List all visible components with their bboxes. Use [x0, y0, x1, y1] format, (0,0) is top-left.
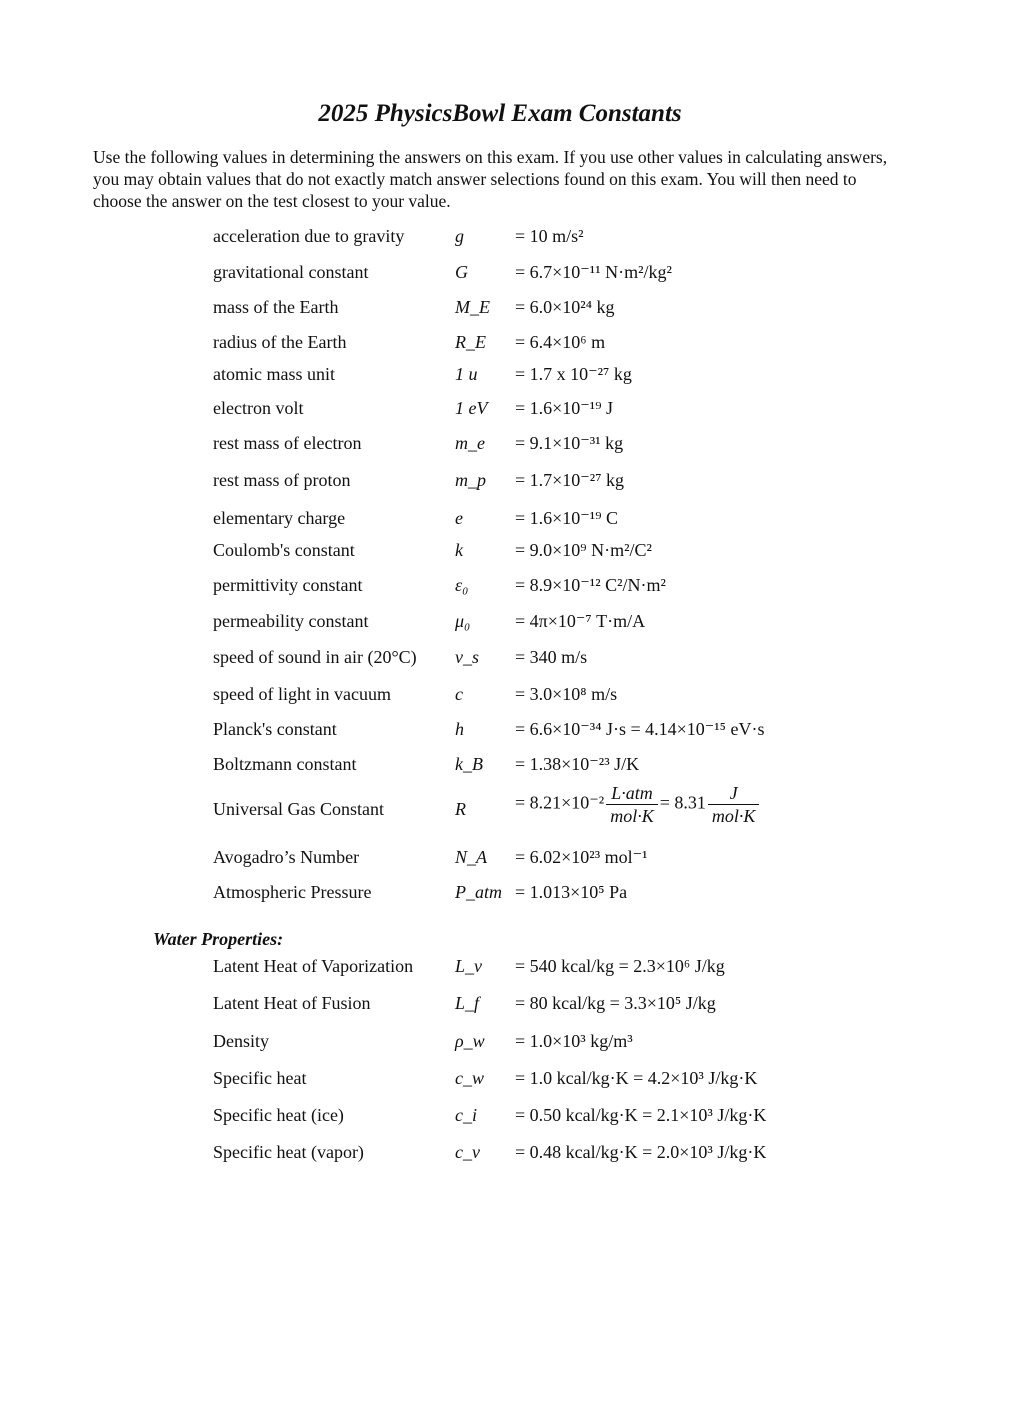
property-value: = 0.48 kcal/kg·K = 2.0×10³ J/kg·K: [515, 1142, 767, 1162]
fraction-numerator: J: [708, 782, 760, 805]
constant-symbol: R: [455, 799, 466, 819]
constant-symbol: G: [455, 262, 468, 282]
constant-value: = 9.0×10⁹ N·m²/C²: [515, 540, 652, 560]
constant-value: = 1.38×10⁻²³ J/K: [515, 754, 640, 774]
constant-name: permeability constant: [213, 611, 369, 631]
property-name: Specific heat (ice): [213, 1105, 344, 1125]
constant-name: mass of the Earth: [213, 297, 339, 317]
property-name: Specific heat: [213, 1068, 307, 1088]
constant-symbol: k: [455, 540, 463, 560]
property-name: Density: [213, 1031, 269, 1051]
constant-symbol: 1 u: [455, 364, 478, 384]
intro-paragraph: Use the following values in determining the answers on this exam. If you use other values in calculating answers, you may obtain values that do not exactly match answer selections found on this exam. You will then need to choose the answer on the test closest to your value.: [93, 147, 888, 211]
fraction-denominator: mol·K: [711, 806, 756, 826]
property-value: = 0.50 kcal/kg·K = 2.1×10³ J/kg·K: [515, 1105, 767, 1125]
gas-value-2: = 8.31: [659, 792, 706, 813]
constant-name: speed of light in vacuum: [213, 684, 391, 704]
property-symbol: c_i: [455, 1105, 477, 1125]
constant-name: Coulomb's constant: [213, 540, 355, 560]
constant-symbol: k_B: [455, 754, 483, 774]
constant-value: = 9.1×10⁻³¹ kg: [515, 433, 624, 453]
constant-value: = 340 m/s: [515, 647, 588, 667]
constant-symbol: m_p: [455, 470, 486, 490]
constant-name: Boltzmann constant: [213, 754, 357, 774]
constant-symbol: v_s: [455, 647, 479, 667]
property-symbol: c_w: [455, 1068, 484, 1088]
property-name: Latent Heat of Fusion: [213, 993, 371, 1013]
property-symbol: L_v: [455, 956, 482, 976]
constant-value: = 1.7 x 10⁻²⁷ kg: [515, 364, 632, 384]
constant-symbol: μ₀: [455, 611, 471, 631]
constant-value: = 4π×10⁻⁷ T·m/A: [515, 611, 646, 631]
property-value: = 1.0 kcal/kg·K = 4.2×10³ J/kg·K: [515, 1068, 758, 1088]
constant-name: atomic mass unit: [213, 364, 335, 384]
property-symbol: ρ_w: [455, 1031, 485, 1051]
constant-name: Atmospheric Pressure: [213, 882, 372, 902]
constant-name: gravitational constant: [213, 262, 369, 282]
constant-symbol: N_A: [455, 847, 488, 867]
constant-value: = 1.7×10⁻²⁷ kg: [515, 470, 624, 490]
constant-value: = 1.6×10⁻¹⁹ C: [515, 508, 618, 528]
constant-name: Avogadro’s Number: [213, 847, 360, 867]
property-name: Latent Heat of Vaporization: [213, 956, 414, 976]
constant-name: rest mass of electron: [213, 433, 362, 453]
constant-name: electron volt: [213, 398, 304, 418]
property-name: Specific heat (vapor): [213, 1142, 364, 1162]
constant-symbol: c: [455, 684, 463, 704]
constant-symbol: e: [455, 508, 463, 528]
water-properties-heading: Water Properties:: [153, 929, 284, 949]
constant-name: speed of sound in air (20°C): [213, 647, 417, 667]
constant-value: = 8.9×10⁻¹² C²/N·m²: [515, 575, 666, 595]
constant-symbol: m_e: [455, 433, 485, 453]
constant-symbol: 1 eV: [455, 398, 488, 418]
constant-symbol: g: [455, 226, 464, 246]
gas-value-1: = 8.21×10⁻²: [515, 792, 605, 813]
constant-symbol: h: [455, 719, 464, 739]
constant-name: elementary charge: [213, 508, 346, 528]
constant-value: = 6.6×10⁻³⁴ J·s = 4.14×10⁻¹⁵ eV·s: [515, 719, 765, 739]
constant-name: acceleration due to gravity: [213, 226, 405, 246]
constant-value: = 6.4×10⁶ m: [515, 332, 606, 352]
constant-value: = 1.013×10⁵ Pa: [515, 882, 628, 902]
constant-value: = 3.0×10⁸ m/s: [515, 684, 618, 704]
constant-symbol: R_E: [455, 332, 486, 352]
constant-symbol: P_atm: [455, 882, 502, 902]
property-value: = 80 kcal/kg = 3.3×10⁵ J/kg: [515, 993, 716, 1013]
constant-symbol: M_E: [455, 297, 490, 317]
constant-symbol: ε₀: [455, 575, 469, 595]
constant-name: Planck's constant: [213, 719, 337, 739]
constant-value: [515, 782, 761, 827]
gas-fraction-1: [606, 782, 658, 827]
property-value: = 540 kcal/kg = 2.3×10⁶ J/kg: [515, 956, 725, 976]
constant-name: Universal Gas Constant: [213, 799, 384, 819]
page-title: 2025 PhysicsBowl Exam Constants: [318, 100, 682, 127]
gas-fraction-2: [708, 782, 760, 827]
property-symbol: c_v: [455, 1142, 480, 1162]
constant-name: rest mass of proton: [213, 470, 351, 490]
constant-name: radius of the Earth: [213, 332, 347, 352]
constant-name: permittivity constant: [213, 575, 363, 595]
constant-value: = 6.0×10²⁴ kg: [515, 297, 615, 317]
fraction-numerator: L·atm: [606, 782, 658, 805]
property-value: = 1.0×10³ kg/m³: [515, 1031, 633, 1051]
constant-value: = 6.02×10²³ mol⁻¹: [515, 847, 648, 867]
constant-value: = 10 m/s²: [515, 226, 584, 246]
constant-value: = 1.6×10⁻¹⁹ J: [515, 398, 613, 418]
property-symbol: L_f: [455, 993, 480, 1013]
fraction-denominator: mol·K: [610, 806, 654, 826]
constant-value: = 6.7×10⁻¹¹ N·m²/kg²: [515, 262, 672, 282]
